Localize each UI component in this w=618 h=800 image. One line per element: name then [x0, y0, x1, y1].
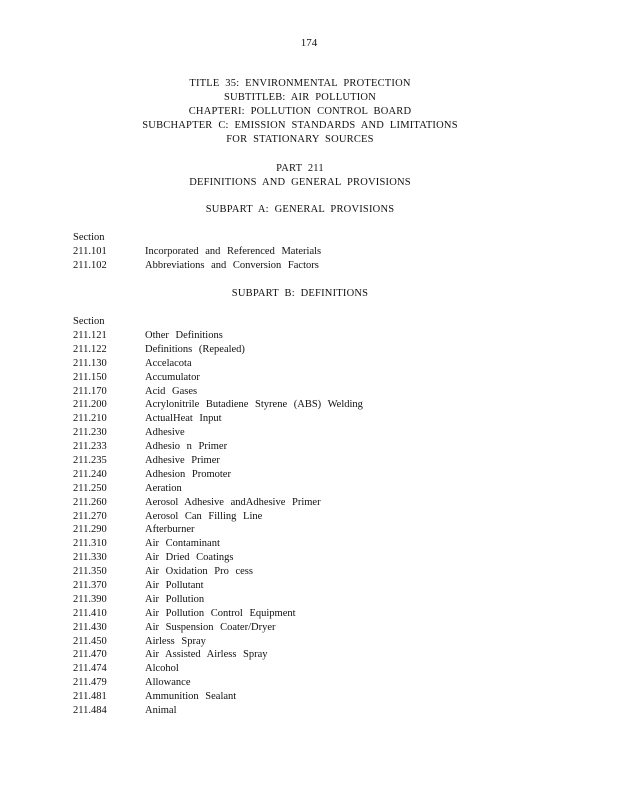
- section-row: [73, 259, 573, 273]
- section-row: [73, 468, 573, 482]
- section-number: 211.102: [73, 259, 107, 271]
- part-block: [0, 162, 600, 190]
- section-number: 211.210: [73, 413, 107, 425]
- subpart-a-heading: [0, 203, 600, 217]
- subpart-b-heading: [0, 287, 600, 301]
- section-row: [73, 426, 573, 440]
- section-number: 211.390: [73, 593, 107, 605]
- subchapter-line-2: FOR STATIONARY SOURCES: [226, 134, 374, 145]
- section-title: Aeration: [145, 482, 182, 494]
- section-number: 211.310: [73, 538, 107, 550]
- section-row: [73, 440, 573, 454]
- section-row: [73, 357, 573, 371]
- section-row: [73, 343, 573, 357]
- section-row: [73, 385, 573, 399]
- section-title: Ammunition Sealant: [145, 691, 237, 703]
- section-title: Aerosol Can Filling Line: [145, 510, 263, 522]
- section-title: Air Pollutant: [145, 580, 204, 592]
- section-title: Acid Gases: [145, 385, 198, 397]
- section-number: 211.235: [73, 455, 107, 467]
- section-title: Air Pollution: [145, 593, 205, 605]
- section-row: [73, 635, 573, 649]
- section-row: [73, 676, 573, 690]
- section-number: 211.150: [73, 371, 107, 383]
- section-row: [73, 621, 573, 635]
- section-title: Air Oxidation Pro cess: [145, 566, 253, 578]
- section-title: Acrylonitrile Butadiene Styrene (ABS) Welding: [145, 399, 363, 411]
- title-line: TITLE 35: ENVIRONMENTAL PROTECTION: [189, 78, 411, 89]
- section-title: Airless Spray: [145, 635, 206, 647]
- section-row: [73, 593, 573, 607]
- section-title: Air Suspension Coater/Dryer: [145, 621, 276, 633]
- section-row: [73, 245, 573, 259]
- section-title: Accumulator: [145, 371, 200, 383]
- section-row: [73, 482, 573, 496]
- section-title: Allowance: [145, 677, 191, 689]
- section-row: [73, 662, 573, 676]
- section-row: [73, 398, 573, 412]
- subtitle-line: SUBTITLEB: AIR POLLUTION: [224, 92, 376, 103]
- section-number: 211.200: [73, 399, 107, 411]
- section-title: Alcohol: [145, 663, 179, 675]
- section-number: 211.130: [73, 357, 107, 369]
- section-number: 211.240: [73, 468, 107, 480]
- section-row: [73, 690, 573, 704]
- subpart-b-section-list: [73, 315, 573, 718]
- section-title: Adhesio n Primer: [145, 441, 228, 453]
- section-title: Aerosol Adhesive andAdhesive Primer: [145, 496, 321, 508]
- section-number: 211.350: [73, 566, 107, 578]
- section-row: [73, 454, 573, 468]
- section-row: [73, 704, 573, 718]
- section-row: [73, 537, 573, 551]
- section-number: 211.101: [73, 246, 107, 257]
- subchapter-line: SUBCHAPTER C: EMISSION STANDARDS AND LIMITATIONS: [142, 120, 458, 131]
- section-number: 211.230: [73, 427, 107, 439]
- section-title: Animal: [145, 705, 177, 717]
- section-row: [73, 523, 573, 537]
- section-number: 211.430: [73, 621, 107, 633]
- section-title: Abbreviations and Conversion Factors: [145, 259, 319, 271]
- section-number: 211.121: [73, 330, 107, 341]
- section-number: 211.370: [73, 580, 107, 592]
- section-title: Air Pollution Control Equipment: [145, 607, 296, 619]
- section-row: [73, 510, 573, 524]
- section-title: Other Definitions: [145, 330, 223, 341]
- section-number: 211.290: [73, 524, 107, 536]
- section-number: 211.450: [73, 635, 107, 647]
- section-title: Afterburner: [145, 524, 195, 536]
- part-title: DEFINITIONS AND GENERAL PROVISIONS: [189, 177, 411, 188]
- section-row: [73, 329, 573, 343]
- section-column-label: Section: [73, 316, 105, 327]
- section-row: [73, 648, 573, 662]
- section-title: Air Contaminant: [145, 538, 220, 550]
- section-title: Air Dried Coatings: [145, 552, 234, 564]
- section-number: 211.233: [73, 441, 107, 453]
- section-title: Adhesion Promoter: [145, 468, 231, 480]
- section-column-label: Section: [73, 232, 105, 243]
- part-number: PART 211: [276, 163, 324, 174]
- section-number: 211.260: [73, 496, 107, 508]
- section-title: Accelacota: [145, 357, 192, 369]
- section-title: Definitions (Repealed): [145, 343, 245, 355]
- section-title: Adhesive Primer: [145, 455, 220, 467]
- chapter-line: CHAPTERI: POLLUTION CONTROL BOARD: [188, 106, 412, 117]
- subpart-a-section-list: [73, 231, 573, 273]
- section-title: Air Assisted Airless Spray: [145, 649, 268, 661]
- section-row: [73, 551, 573, 565]
- section-number: 211.481: [73, 691, 107, 703]
- section-title: Adhesive: [145, 427, 185, 439]
- section-number: 211.410: [73, 607, 107, 619]
- section-row: [73, 412, 573, 426]
- section-number: 211.484: [73, 705, 107, 717]
- page-number: 174: [300, 37, 318, 49]
- section-number: 211.270: [73, 510, 107, 522]
- section-title: Incorporated and Referenced Materials: [145, 246, 322, 257]
- title-block: [0, 77, 600, 147]
- section-row: [73, 607, 573, 621]
- section-row: [73, 579, 573, 593]
- section-number: 211.474: [73, 663, 107, 675]
- subpart-b-title: SUBPART B: DEFINITIONS: [231, 288, 369, 299]
- subpart-a-title: SUBPART A: GENERAL PROVISIONS: [205, 204, 395, 215]
- section-row: [73, 371, 573, 385]
- section-title: ActualHeat Input: [145, 413, 222, 425]
- section-number: 211.479: [73, 677, 107, 689]
- section-number: 211.170: [73, 385, 107, 397]
- section-row: [73, 496, 573, 510]
- section-number: 211.122: [73, 343, 107, 355]
- section-row: [73, 565, 573, 579]
- section-number: 211.470: [73, 649, 107, 661]
- section-number: 211.330: [73, 552, 107, 564]
- section-number: 211.250: [73, 482, 107, 494]
